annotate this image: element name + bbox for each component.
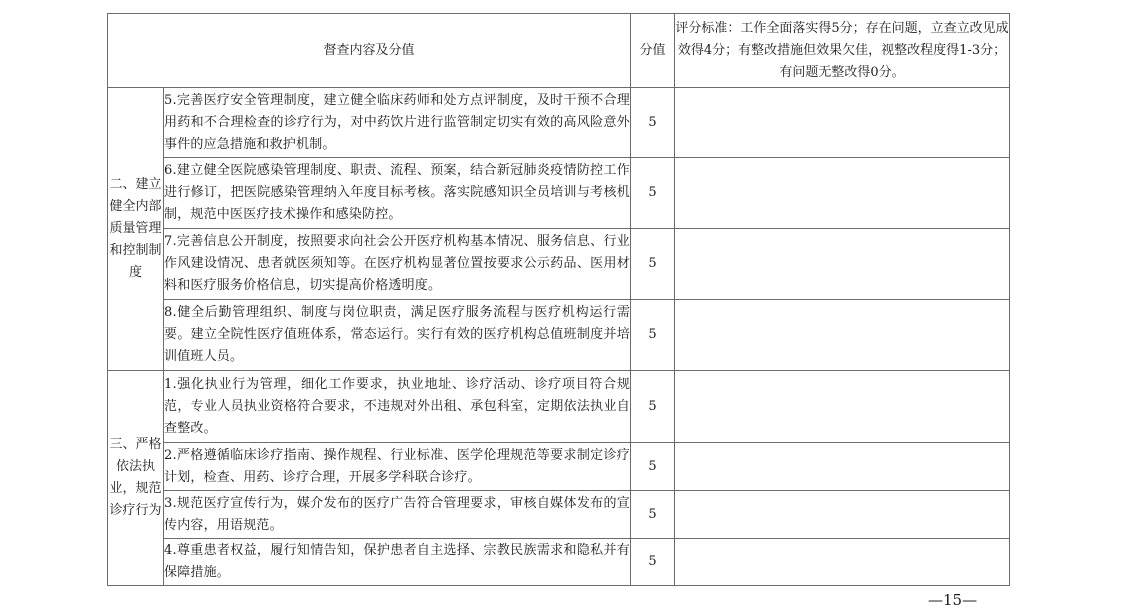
item-text: 2.严格遵循临床诊疗指南、操作规程、行业标准、医学伦理规范等要求制定诊疗计划，检查、用药、诊疗合理，开展多学科联合诊疗。 (164, 443, 631, 491)
header-content-cell: 督查内容及分值 (108, 14, 631, 88)
header-score-cell: 分值 (631, 14, 675, 88)
item-score: 5 (631, 443, 675, 491)
header-criteria-cell: 评分标准：工作全面落实得5分；存在问题，立查立改见成效得4分；有整改措施但效果欠佳，视整改程度得1-3分；有问题无整改得0分。 (675, 14, 1010, 88)
table-row (108, 443, 1010, 491)
table-row (108, 539, 1010, 586)
category-cell: 三、严格依法执业，规范诊疗行为 (108, 371, 164, 586)
item-score: 5 (631, 539, 675, 586)
table-row (108, 229, 1010, 300)
table-row (108, 491, 1010, 539)
header-row (108, 14, 1010, 88)
evaluation-cell (675, 229, 1010, 300)
evaluation-cell (675, 371, 1010, 443)
page-number: —15— (928, 591, 978, 609)
item-score: 5 (631, 300, 675, 371)
item-text: 1.强化执业行为管理，细化工作要求，执业地址、诊疗活动、诊疗项目符合规范，专业人员执业资格符合要求，不违规对外出租、承包科室，定期依法执业自查整改。 (164, 371, 631, 443)
item-text: 6.建立健全医院感染管理制度、职责、流程、预案，结合新冠肺炎疫情防控工作进行修订，把医院感染管理纳入年度目标考核。落实院感知识全员培训与考核机制，规范中医医疗技术操作和感染防控。 (164, 158, 631, 229)
item-text: 7.完善信息公开制度，按照要求向社会公开医疗机构基本情况、服务信息、行业作风建设情况、患者就医须知等。在医疗机构显著位置按要求公示药品、医用材料和医疗服务价格信息，切实提高价格透明度。 (164, 229, 631, 300)
table-row (108, 88, 1010, 158)
item-text: 4.尊重患者权益，履行知情告知，保护患者自主选择、宗教民族需求和隐私并有保障措施。 (164, 539, 631, 586)
table-row (108, 371, 1010, 443)
evaluation-cell (675, 491, 1010, 539)
evaluation-cell (675, 539, 1010, 586)
table-row (108, 158, 1010, 229)
item-score: 5 (631, 229, 675, 300)
category-cell: 二、建立健全内部质量管理和控制制度 (108, 88, 164, 371)
item-score: 5 (631, 371, 675, 443)
item-text: 5.完善医疗安全管理制度，建立健全临床药师和处方点评制度，及时干预不合理用药和不合理检查的诊疗行为，对中药饮片进行监管制定切实有效的高风险意外事件的应急措施和救护机制。 (164, 88, 631, 158)
item-score: 5 (631, 88, 675, 158)
table-row (108, 300, 1010, 371)
evaluation-cell (675, 158, 1010, 229)
evaluation-cell (675, 88, 1010, 158)
evaluation-cell (675, 443, 1010, 491)
supervision-table (107, 13, 1010, 586)
item-score: 5 (631, 158, 675, 229)
item-text: 3.规范医疗宣传行为，媒介发布的医疗广告符合管理要求，审核自媒体发布的宣传内容，用语规范。 (164, 491, 631, 539)
item-text: 8.健全后勤管理组织、制度与岗位职责，满足医疗服务流程与医疗机构运行需要。建立全院性医疗值班体系，常态运行。实行有效的医疗机构总值班制度并培训值班人员。 (164, 300, 631, 371)
evaluation-cell (675, 300, 1010, 371)
item-score: 5 (631, 491, 675, 539)
